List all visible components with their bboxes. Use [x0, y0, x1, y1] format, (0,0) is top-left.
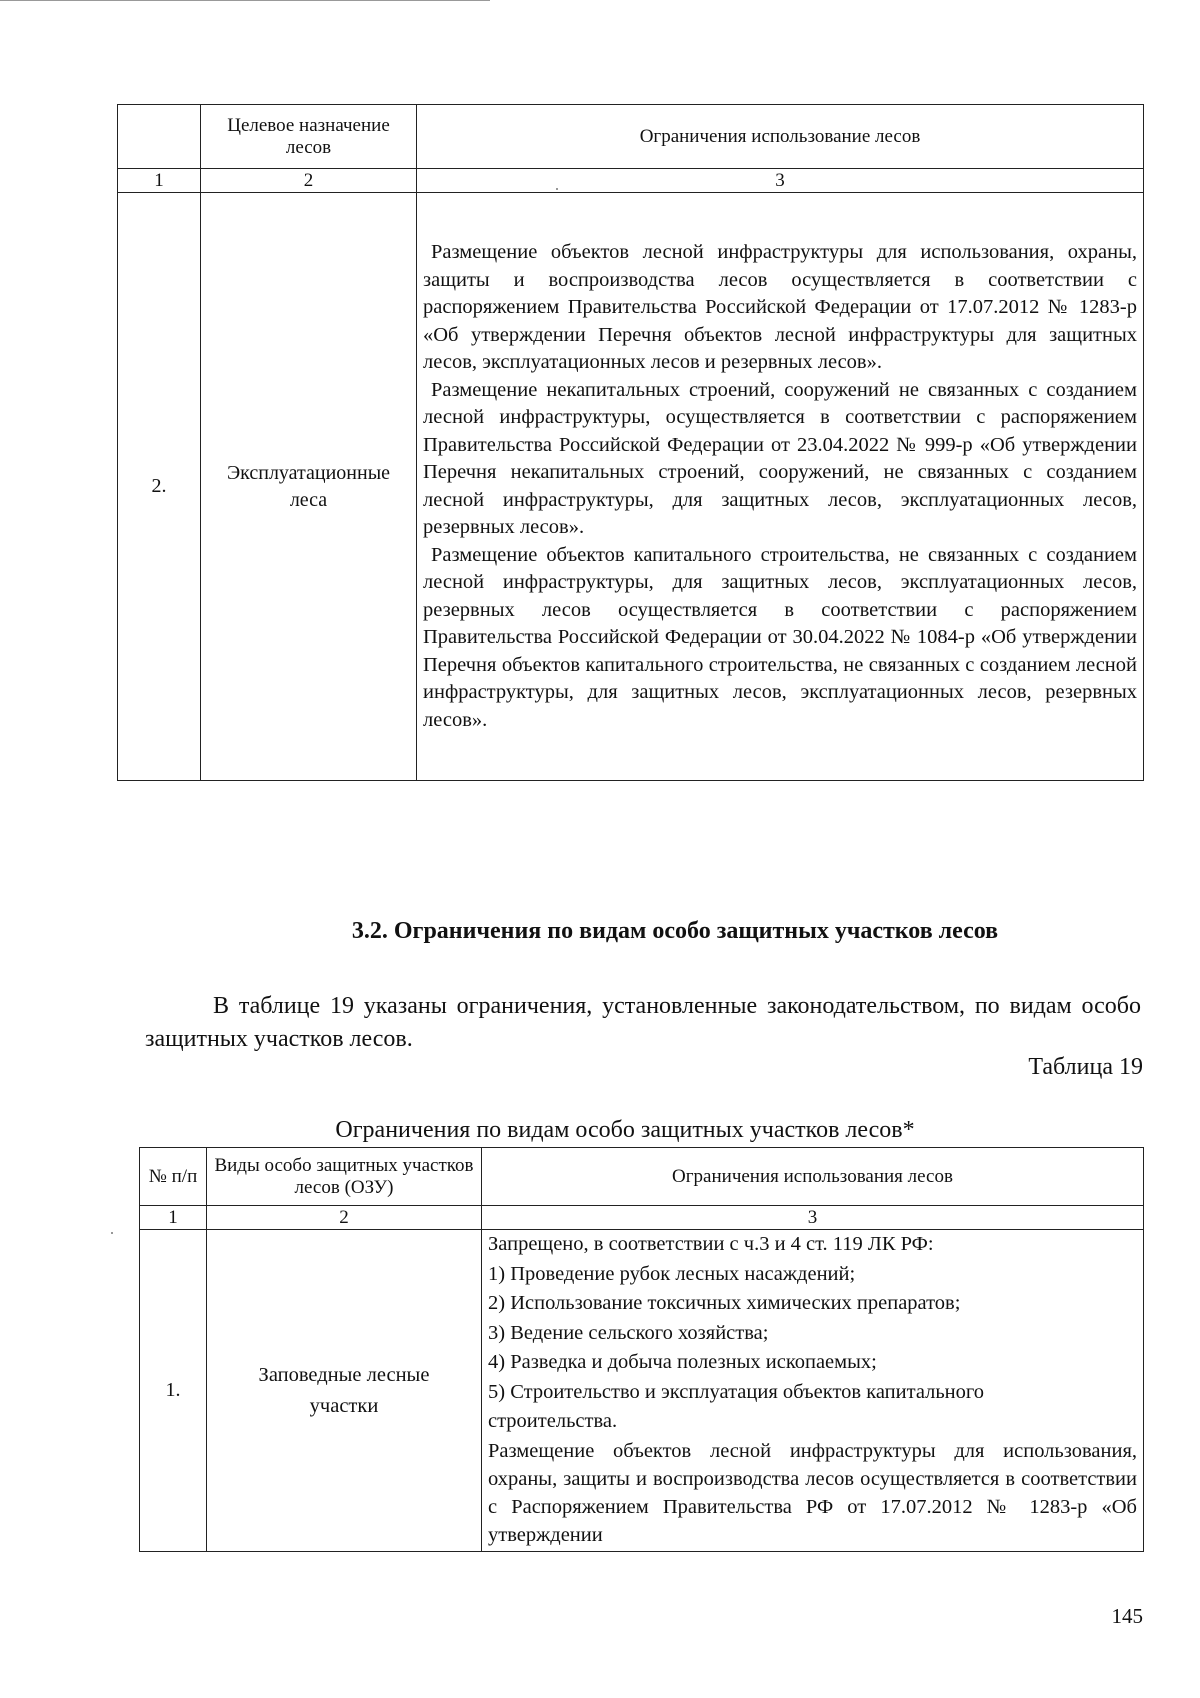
header-restrictions: Ограничения использования лесов	[482, 1148, 1144, 1206]
table-row	[140, 1230, 1144, 1552]
list-item: 3) Ведение сельского хозяйства;	[488, 1321, 769, 1344]
column-number: 2	[207, 1206, 482, 1230]
header-restrictions: Ограничения использование лесов	[417, 105, 1144, 169]
scan-speck	[111, 1232, 113, 1234]
list-intro: Запрещено, в соответствии с ч.3 и 4 ст. 119 ЛК РФ:	[488, 1233, 934, 1255]
table-label: Таблица 19	[1028, 1054, 1143, 1080]
column-number: 1	[140, 1206, 207, 1230]
column-number: 3	[417, 169, 1144, 193]
page-number: 145	[1111, 1604, 1143, 1628]
forest-purpose: Эксплуатационные леса	[201, 193, 417, 781]
restriction-paragraph: Размещение объектов лесной инфраструктуры для использования, охраны, защиты и воспроизводства лесов осуществляется в соответствии с распоряжением Правительства Российской Федерации от 17.07.2012 № 1283-р «Об утверждении Перечня объектов лесной инфраструктуры для защитных лесов, эксплуатационных лесов и резервных лесов».	[423, 241, 1137, 373]
column-number-row	[118, 169, 1144, 193]
column-number-row	[140, 1206, 1144, 1230]
table-header-row	[140, 1148, 1144, 1206]
header-cell-empty	[118, 105, 201, 169]
scan-edge-line	[0, 0, 490, 1]
list-item: 2) Использование токсичных химических препаратов;	[488, 1292, 961, 1314]
protected-areas-table	[139, 1147, 1144, 1552]
table-title: Ограничения по видам особо защитных участков лесов*	[335, 1117, 915, 1143]
row-number: 2.	[118, 193, 201, 781]
restrictions-text	[482, 1230, 1144, 1552]
table-header-row	[118, 105, 1144, 169]
list-item-continuation: строительства.	[488, 1410, 618, 1432]
restriction-paragraph: Размещение некапитальных строений, сооружений не связанных с созданием лесной инфраструктуры, осуществляется в соответствии с распоряжением Правительства Российской Федерации от 23.04.2022 № 999-р «Об утверждении Перечня некапитальных строений, сооружений, не связанных с созданием лесной инфраструктуры, для защитных лесов, эксплуатационных лесов, резервных лесов».	[423, 378, 1137, 538]
restrictions-text	[417, 193, 1144, 781]
header-purpose: Целевое назначение лесов	[201, 105, 417, 169]
column-number: 2	[201, 169, 417, 193]
protected-area-kind: Заповедные лесные участки	[207, 1230, 482, 1552]
restrictions-list	[488, 1230, 1137, 1437]
closing-paragraph: Размещение объектов лесной инфраструктуры для использования, охраны, защиты и воспроизводства лесов осуществляется в соответствии с Распоряжением Правительства РФ от 17.07.2012 № 1283-р «Об утверждении	[488, 1439, 1137, 1546]
column-number: 3	[482, 1206, 1144, 1230]
row-number: 1.	[140, 1230, 207, 1552]
forest-purpose-table	[117, 104, 1144, 781]
section-paragraph: В таблице 19 указаны ограничения, установленные законодательством, по видам особо защитных участков лесов.	[145, 993, 1141, 1052]
header-number: № п/п	[140, 1148, 207, 1206]
section-heading: 3.2. Ограничения по видам особо защитных участков лесов	[351, 918, 999, 944]
restriction-paragraph: Размещение объектов капитального строительства, не связанных с созданием лесной инфраструктуры, для защитных лесов, эксплуатационных лесов, резервных лесов осуществляется в соответствии с распоряжением Правительства Российской Федерации от 30.04.2022 № 1084-р «Об утверждении Перечня объектов капитального строительства, не связанных с созданием лесной инфраструктуры, для защитных лесов, эксплуатационных лесов, резервных лесов».	[423, 543, 1137, 731]
list-item: 4) Разведка и добыча полезных ископаемых;	[488, 1351, 877, 1373]
table-row	[118, 193, 1144, 781]
list-item: 5) Строительство и эксплуатация объектов капитального	[488, 1380, 985, 1403]
header-kind: Виды особо защитных участков лесов (ОЗУ)	[207, 1148, 482, 1206]
column-number: 1	[118, 169, 201, 193]
list-item: 1) Проведение рубок лесных насаждений;	[488, 1262, 856, 1285]
